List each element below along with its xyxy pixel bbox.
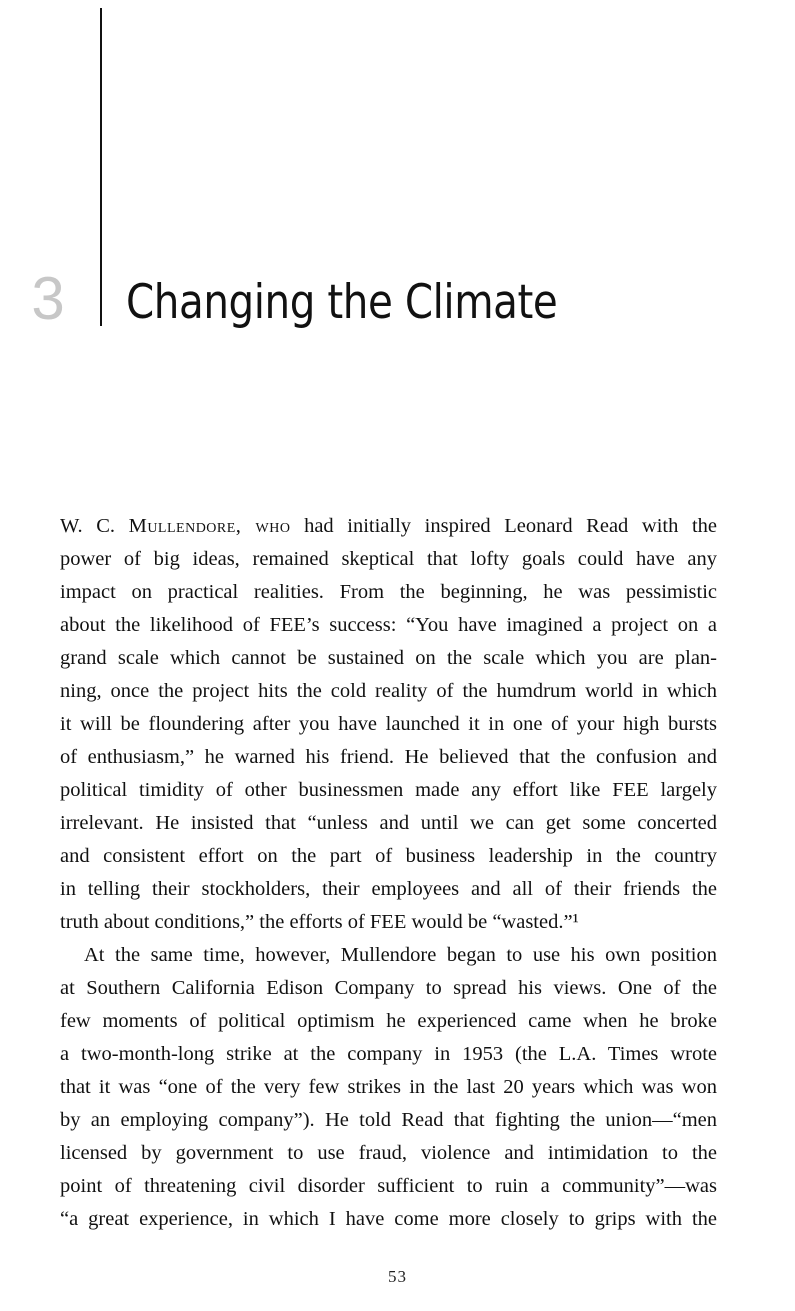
- paragraph-1-line-8: of enthusiasm,” he warned his friend. He believed that the confusion and: [60, 746, 717, 768]
- paragraph-1-line-1: [60, 510, 717, 543]
- paragraph-1-line-3: impact on practical realities. From the beginning, he was pessimistic: [60, 581, 717, 603]
- lead-name: W. C.: [60, 515, 129, 537]
- page-number: 53: [388, 1267, 407, 1286]
- paragraph-2-line-5: that it was “one of the very few strikes in the last 20 years which was won: [60, 1076, 717, 1098]
- paragraph-2-line-3: few moments of political optimism he experienced came when he broke: [60, 1010, 717, 1032]
- paragraph-2-line-2: at Southern California Edison Company to spread his views. One of the: [60, 977, 717, 999]
- chapter-number: 3: [31, 265, 65, 332]
- paragraph-1-line-13: truth about conditions,” the efforts of FEE would be “wasted.”¹: [60, 911, 579, 933]
- paragraph-2-line-6: by an employing company”). He told Read that fighting the union—“men: [60, 1109, 717, 1131]
- paragraph-1-line-4: about the likelihood of FEE’s success: “You have imagined a project on a: [60, 614, 717, 636]
- paragraph-1-line-2: power of big ideas, remained skeptical that lofty goals could have any: [60, 548, 717, 570]
- paragraph-2-line-7: licensed by government to use fraud, violence and intimidation to the: [60, 1142, 717, 1164]
- paragraph-1-line-9: political timidity of other businessmen made any effort like FEE largely: [60, 779, 717, 801]
- chapter-divider-rule: [100, 8, 102, 326]
- paragraph-1-line-6: ning, once the project hits the cold reality of the humdrum world in which: [60, 680, 717, 702]
- paragraph-1-line-7: it will be floundering after you have launched it in one of your high bursts: [60, 713, 717, 735]
- chapter-title: Changing the Climate: [126, 275, 558, 330]
- paragraph-1-line-12: in telling their stockholders, their employees and all of their friends the: [60, 878, 717, 900]
- paragraph-2-line-1: At the same time, however, Mullendore began to use his own position: [84, 944, 717, 966]
- paragraph-2-line-9: “a great experience, in which I have come more closely to grips with the: [60, 1208, 717, 1230]
- paragraph-2-line-4: a two-month-long strike at the company in 1953 (the L.A. Times wrote: [60, 1043, 717, 1065]
- paragraph-2-line-8: point of threatening civil disorder sufficient to ruin a community”—was: [60, 1175, 717, 1197]
- line-text: had initially inspired Leonard Read with the: [290, 515, 717, 537]
- lead-smallcaps: Mullendore, who: [128, 515, 291, 537]
- paragraph-1-line-10: irrelevant. He insisted that “unless and until we can get some concerted: [60, 812, 717, 834]
- paragraph-1-line-5: grand scale which cannot be sustained on the scale which you are plan-: [60, 647, 717, 669]
- body-text: [60, 510, 717, 1236]
- paragraph-1-line-11: and consistent effort on the part of business leadership in the country: [60, 845, 717, 867]
